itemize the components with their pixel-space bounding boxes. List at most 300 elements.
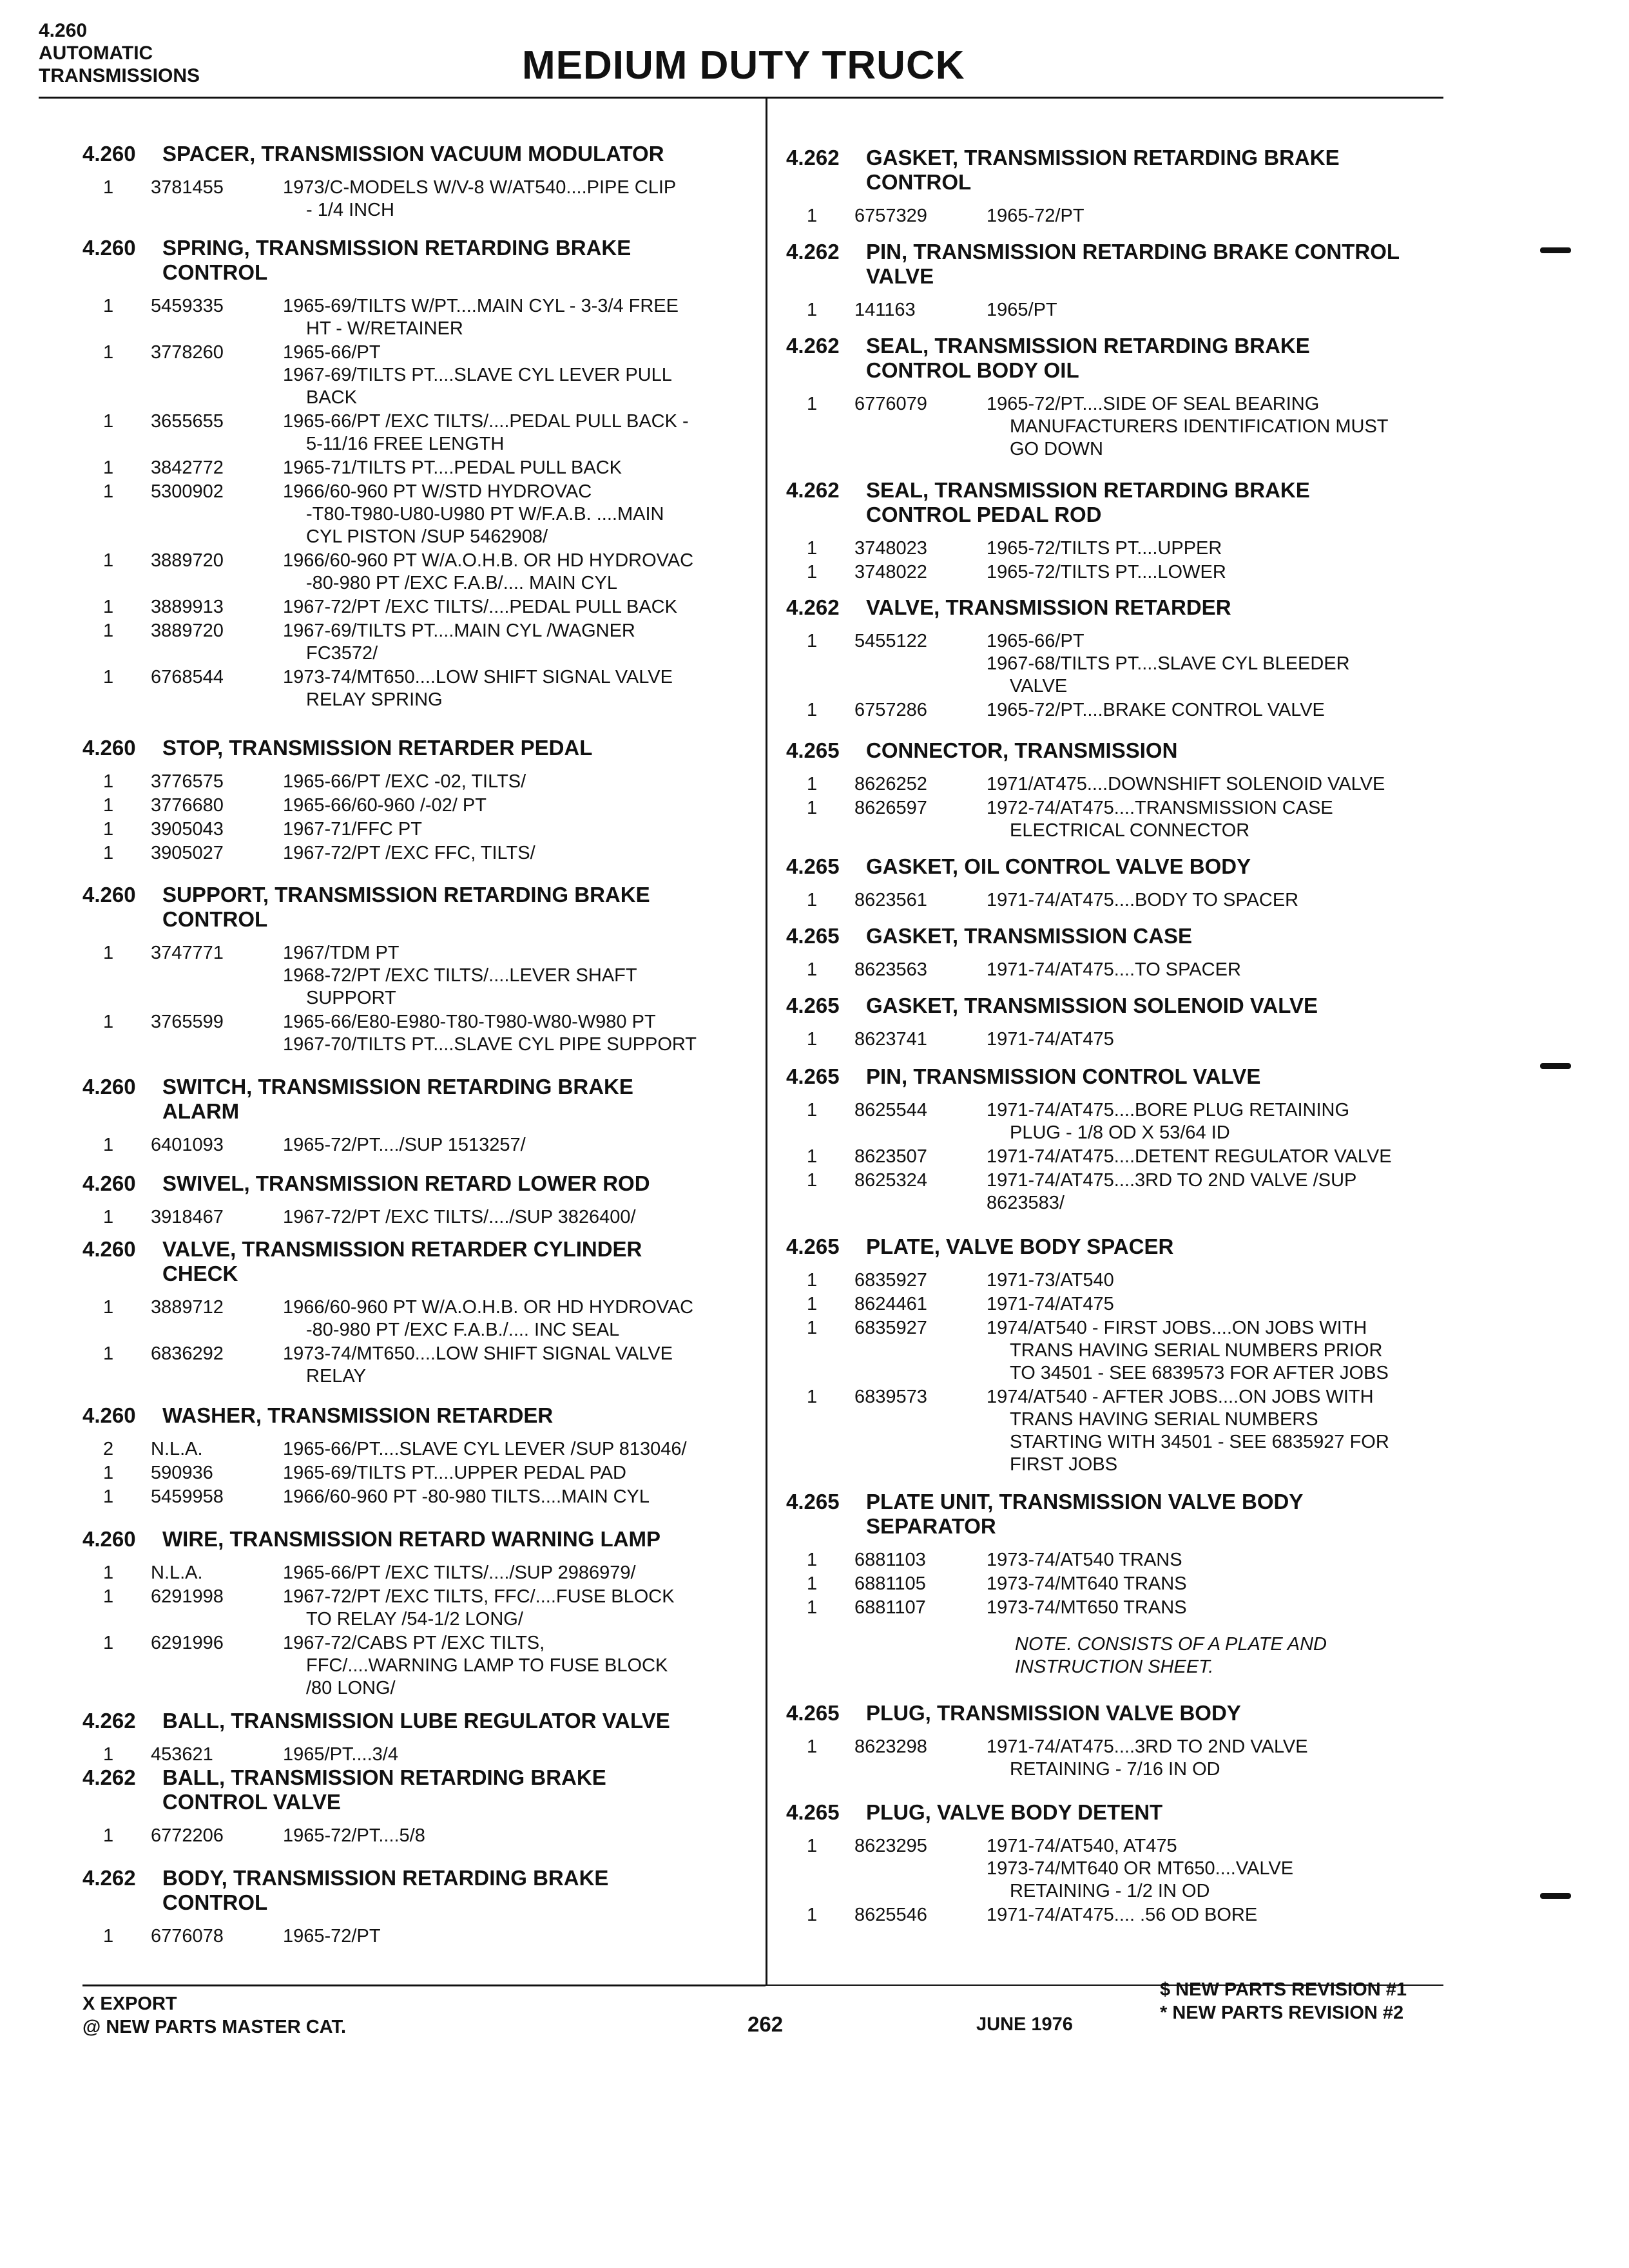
part-description-line: 1965-72/PT....BRAKE CONTROL VALVE [987, 700, 1325, 720]
section-heading [82, 1403, 753, 1428]
part-row [786, 1736, 1456, 1781]
catalog-section [82, 1866, 753, 1948]
section-title [866, 1701, 1456, 1725]
section-heading [82, 236, 753, 285]
part-description [283, 1825, 753, 1847]
part-description-line: FIRST JOBS [1010, 1454, 1118, 1475]
catalog-section [82, 1403, 753, 1508]
part-quantity: 1 [103, 1463, 114, 1483]
part-number: 5459335 [151, 296, 224, 316]
part-description-line: 1965/PT....3/4 [283, 1744, 398, 1765]
part-description-line: TO 34501 - SEE 6839573 FOR AFTER JOBS [1010, 1363, 1389, 1383]
part-description-line: 1967-72/CABS PT /EXC TILTS, [283, 1633, 545, 1653]
section-heading [786, 994, 1456, 1018]
section-heading [82, 1765, 753, 1814]
part-description [987, 205, 1456, 227]
part-description-line: 1974/AT540 - FIRST JOBS....ON JOBS WITH [987, 1318, 1367, 1338]
part-description-line: 1973-74/MT650....LOW SHIFT SIGNAL VALVE [283, 667, 673, 687]
part-row [82, 1462, 753, 1485]
catalog-section [82, 1237, 753, 1388]
section-heading [786, 240, 1456, 289]
section-code: 4.260 [82, 1403, 136, 1427]
part-number: 6839573 [854, 1387, 927, 1407]
part-description-line: 1967-70/TILTS PT....SLAVE CYL PIPE SUPPORT [283, 1034, 697, 1055]
section-heading [786, 1064, 1456, 1089]
part-description-line: 1973/C-MODELS W/V-8 W/AT540....PIPE CLIP [283, 177, 677, 198]
part-description-line: -80-980 PT /EXC F.A.B./.... INC SEAL [306, 1320, 620, 1340]
part-row [82, 1206, 753, 1229]
part-quantity: 1 [103, 843, 114, 863]
catalog-section [786, 1490, 1456, 1678]
catalog-section [82, 1765, 753, 1847]
margin-mark [1540, 247, 1571, 253]
section-title-line: SEAL, TRANSMISSION RETARDING BRAKE [866, 334, 1310, 358]
section-code: 4.262 [786, 478, 840, 502]
section-title-line: SEAL, TRANSMISSION RETARDING BRAKE [866, 478, 1310, 502]
part-row [82, 620, 753, 665]
part-quantity: 1 [103, 1633, 114, 1653]
part-list [786, 205, 1456, 227]
section-title-line: GASKET, TRANSMISSION RETARDING BRAKE [866, 146, 1340, 169]
part-row [82, 942, 753, 1010]
part-quantity: 1 [103, 1825, 114, 1846]
section-title [162, 736, 753, 760]
part-number: 6776078 [151, 1926, 224, 1946]
section-title [866, 240, 1456, 289]
part-description-line: 1972-74/AT475....TRANSMISSION CASE [987, 798, 1333, 818]
part-description-line: 1973-74/MT640 TRANS [987, 1573, 1187, 1594]
section-title-line: CONTROL [866, 170, 972, 194]
section-heading [786, 478, 1456, 527]
section-title-line: VALVE [866, 264, 934, 288]
section-title-line: CONTROL BODY OIL [866, 358, 1079, 382]
section-title [162, 142, 753, 166]
part-description [987, 630, 1456, 698]
part-description [987, 1099, 1456, 1144]
part-description-line: -T80-T980-U80-U980 PT W/F.A.B. ....MAIN [306, 504, 664, 524]
section-title-line: WASHER, TRANSMISSION RETARDER [162, 1403, 554, 1427]
part-list [786, 393, 1456, 461]
part-description [283, 1925, 753, 1948]
catalog-section [82, 1171, 753, 1229]
part-row [786, 537, 1456, 560]
part-description [987, 1146, 1456, 1168]
part-number: 8623507 [854, 1146, 927, 1167]
part-quantity: 1 [103, 1562, 114, 1583]
section-title [162, 1403, 753, 1428]
part-description-line: 1965-72/PT....SIDE OF SEAL BEARING [987, 394, 1320, 414]
part-number: 3889913 [151, 597, 224, 617]
part-description-line: 1971-74/AT475....3RD TO 2ND VALVE [987, 1736, 1308, 1757]
part-list [786, 1736, 1456, 1781]
part-description [283, 177, 753, 222]
part-description-line: 1971-74/AT475.... .56 OD BORE [987, 1905, 1258, 1925]
section-code: 4.262 [82, 1866, 136, 1890]
section-note-line: INSTRUCTION SHEET. [1015, 1657, 1214, 1677]
part-row [786, 959, 1456, 981]
part-number: 6768544 [151, 667, 224, 687]
part-description-line: PLUG - 1/8 OD X 53/64 ID [1010, 1122, 1230, 1143]
part-row [786, 1293, 1456, 1316]
part-description [283, 550, 753, 595]
part-description-line: 1967-69/TILTS PT....SLAVE CYL LEVER PULL [283, 365, 672, 385]
part-quantity: 1 [103, 1012, 114, 1032]
section-title [866, 994, 1456, 1018]
part-row [786, 1597, 1456, 1619]
section-title [162, 1237, 753, 1286]
header-category-line1: AUTOMATIC [39, 43, 153, 64]
part-list [82, 1438, 753, 1508]
part-description-line: 1973-74/AT540 TRANS [987, 1550, 1182, 1570]
section-title-line: CONTROL [162, 907, 268, 931]
part-description-line: 1965-66/PT [987, 631, 1084, 651]
footer-master-legend: @ NEW PARTS MASTER CAT. [82, 2017, 347, 2037]
part-quantity: 1 [807, 1170, 818, 1191]
part-number: 8623298 [854, 1736, 927, 1757]
section-title-line: PLATE UNIT, TRANSMISSION VALVE BODY [866, 1490, 1304, 1514]
section-title [162, 883, 753, 932]
part-quantity: 1 [103, 667, 114, 687]
section-code: 4.262 [786, 146, 840, 169]
part-description [987, 299, 1456, 322]
part-description-line: 8623583/ [987, 1193, 1065, 1213]
section-heading [82, 1075, 753, 1124]
part-number: 3905043 [151, 819, 224, 840]
part-row [786, 797, 1456, 842]
part-description-line: 1965-72/PT [283, 1926, 381, 1946]
part-description-line: 1967-72/PT /EXC TILTS/..../SUP 3826400/ [283, 1207, 636, 1227]
part-list [82, 1744, 753, 1766]
section-code: 4.260 [82, 883, 136, 907]
catalog-section [786, 1701, 1456, 1781]
part-list [786, 959, 1456, 981]
part-row [82, 1011, 753, 1056]
part-number: 3889720 [151, 620, 224, 641]
part-quantity: 1 [103, 1486, 114, 1507]
part-quantity: 1 [807, 890, 818, 910]
section-title-line: SPRING, TRANSMISSION RETARDING BRAKE [162, 236, 631, 260]
part-number: 6291996 [151, 1633, 224, 1653]
part-quantity: 1 [807, 1836, 818, 1856]
part-row [786, 1549, 1456, 1571]
section-heading [786, 334, 1456, 383]
part-description-line: 1971/AT475....DOWNSHIFT SOLENOID VALVE [987, 774, 1385, 794]
section-heading [82, 1709, 753, 1733]
part-row [786, 299, 1456, 322]
section-heading [786, 1235, 1456, 1259]
part-description-line: 5-11/16 FREE LENGTH [306, 434, 505, 454]
part-description-line: 1973-74/MT650....LOW SHIFT SIGNAL VALVE [283, 1343, 673, 1364]
part-row [82, 481, 753, 548]
part-description-line: 1967-72/PT /EXC FFC, TILTS/ [283, 843, 535, 863]
part-description-line: - 1/4 INCH [306, 200, 394, 220]
part-row [786, 773, 1456, 796]
part-description-line: 1965-72/TILTS PT....UPPER [987, 538, 1222, 559]
part-number: 5455122 [854, 631, 927, 651]
section-heading [786, 146, 1456, 195]
section-title-line: VALVE, TRANSMISSION RETARDER CYLINDER [162, 1237, 642, 1261]
part-description-line: 1965/PT [987, 300, 1057, 320]
part-quantity: 1 [807, 700, 818, 720]
section-heading [786, 924, 1456, 948]
section-title [866, 595, 1456, 620]
header-divider [39, 97, 1443, 99]
part-number: 3655655 [151, 411, 224, 432]
part-quantity: 1 [807, 631, 818, 651]
section-code: 4.265 [786, 1235, 840, 1258]
section-title-line: BODY, TRANSMISSION RETARDING BRAKE [162, 1866, 609, 1890]
section-code: 4.265 [786, 738, 840, 762]
part-description-line: RELAY [306, 1366, 366, 1387]
part-number: 6836292 [151, 1343, 224, 1364]
part-list [82, 177, 753, 222]
section-code: 4.260 [82, 736, 136, 760]
part-description-line: 1971-74/AT475....BORE PLUG RETAINING [987, 1100, 1350, 1120]
section-title [162, 1709, 753, 1733]
part-description-line: 1965-72/TILTS PT....LOWER [987, 562, 1226, 582]
section-title-line: STOP, TRANSMISSION RETARDER PEDAL [162, 736, 593, 760]
catalog-section [786, 924, 1456, 981]
part-row [82, 295, 753, 340]
part-quantity: 1 [103, 1135, 114, 1155]
part-list [786, 1099, 1456, 1215]
catalog-section [82, 736, 753, 865]
part-row [786, 561, 1456, 584]
part-number: 8626252 [854, 774, 927, 794]
part-list [786, 1269, 1456, 1476]
part-description [283, 620, 753, 665]
part-number: 3776680 [151, 795, 224, 816]
part-list [82, 295, 753, 711]
section-title [866, 146, 1456, 195]
part-number: 5300902 [151, 481, 224, 502]
section-title [866, 924, 1456, 948]
part-list [786, 299, 1456, 322]
part-row [786, 205, 1456, 227]
part-quantity: 1 [807, 774, 818, 794]
part-description [283, 666, 753, 711]
section-title-line: BALL, TRANSMISSION RETARDING BRAKE [162, 1765, 606, 1789]
part-number: 453621 [151, 1744, 213, 1765]
section-code: 4.265 [786, 1490, 840, 1514]
part-number: 8625546 [854, 1905, 927, 1925]
catalog-section [82, 1075, 753, 1157]
catalog-section [82, 1527, 753, 1700]
part-quantity: 1 [807, 562, 818, 582]
part-row [786, 1146, 1456, 1168]
part-row [82, 1586, 753, 1631]
part-description-line: SUPPORT [306, 988, 396, 1008]
part-row [82, 1925, 753, 1948]
part-number: 3918467 [151, 1207, 224, 1227]
part-description-line: 1967-68/TILTS PT....SLAVE CYL BLEEDER [987, 653, 1350, 674]
catalog-section [786, 240, 1456, 322]
part-number: 8623295 [854, 1836, 927, 1856]
part-description [987, 1736, 1456, 1781]
part-description [987, 1573, 1456, 1595]
part-description-line: 1971-74/AT540, AT475 [987, 1836, 1177, 1856]
section-heading [786, 1701, 1456, 1725]
part-number: 590936 [151, 1463, 213, 1483]
part-description-line: -80-980 PT /EXC F.A.B/.... MAIN CYL [306, 573, 617, 593]
part-description-line: 1965-66/PT /EXC TILTS/..../SUP 2986979/ [283, 1562, 636, 1583]
part-number: 141163 [854, 300, 916, 320]
part-description [283, 341, 753, 409]
part-row [786, 1386, 1456, 1476]
part-description-line: 1966/60-960 PT -80-980 TILTS....MAIN CYL [283, 1486, 650, 1507]
part-number: 8623561 [854, 890, 927, 910]
part-list [786, 773, 1456, 842]
part-description [283, 1486, 753, 1508]
part-description [987, 1269, 1456, 1292]
part-description [283, 1134, 753, 1157]
section-title [866, 1235, 1456, 1259]
part-description-line: TRANS HAVING SERIAL NUMBERS [1010, 1409, 1318, 1430]
section-code: 4.262 [82, 1765, 136, 1789]
part-list [786, 1549, 1456, 1619]
part-quantity: 1 [103, 771, 114, 792]
part-quantity: 1 [103, 1297, 114, 1318]
section-heading [82, 142, 753, 166]
part-description [987, 797, 1456, 842]
part-description [987, 1904, 1456, 1927]
part-description [987, 1293, 1456, 1316]
header-section-number: 4.260 [39, 20, 88, 41]
part-list [786, 889, 1456, 912]
part-quantity: 1 [807, 1387, 818, 1407]
part-number: 3889712 [151, 1297, 224, 1318]
part-description [283, 1343, 753, 1388]
part-quantity: 1 [103, 620, 114, 641]
part-quantity: 1 [807, 798, 818, 818]
part-description [283, 1562, 753, 1584]
part-list [82, 942, 753, 1056]
part-quantity: 1 [103, 550, 114, 571]
part-quantity: 1 [807, 1550, 818, 1570]
section-code: 4.262 [786, 595, 840, 619]
section-title-line: CONTROL [162, 1890, 268, 1914]
part-list [786, 1835, 1456, 1927]
part-description [283, 410, 753, 456]
part-description-line: 1965-72/PT [987, 206, 1084, 226]
part-quantity: 1 [807, 1270, 818, 1291]
catalog-section [786, 146, 1456, 227]
footer-divider-left [82, 1984, 766, 1986]
part-description-line: 1971-74/AT475....BODY TO SPACER [987, 890, 1299, 910]
section-title [162, 1527, 753, 1552]
part-number: 5459958 [151, 1486, 224, 1507]
part-description [987, 1549, 1456, 1571]
part-description [987, 773, 1456, 796]
part-row [786, 1904, 1456, 1927]
catalog-section [82, 1709, 753, 1766]
part-row [82, 794, 753, 817]
section-code: 4.265 [786, 1701, 840, 1725]
footer-revision-1: $ NEW PARTS REVISION #1 [1160, 1979, 1407, 2000]
section-heading [82, 1866, 753, 1915]
part-number: 6757286 [854, 700, 927, 720]
part-quantity: 1 [103, 1586, 114, 1607]
part-quantity: 1 [103, 943, 114, 963]
section-code: 4.262 [82, 1709, 136, 1733]
section-code: 4.265 [786, 854, 840, 878]
section-title [866, 1800, 1456, 1825]
section-title-line: GASKET, OIL CONTROL VALVE BODY [866, 854, 1251, 878]
part-description-line: 1965-66/PT /EXC -02, TILTS/ [283, 771, 526, 792]
part-number: 3781455 [151, 177, 224, 198]
part-description-line: 1971-73/AT540 [987, 1270, 1114, 1291]
part-number: 6757329 [854, 206, 927, 226]
part-quantity: 1 [103, 597, 114, 617]
column-divider [766, 97, 767, 1984]
part-row [786, 393, 1456, 461]
part-list [786, 1028, 1456, 1051]
section-title-line: ALARM [162, 1099, 240, 1123]
part-row [82, 1744, 753, 1766]
part-description-line: GO DOWN [1010, 439, 1103, 459]
section-code: 4.260 [82, 1527, 136, 1551]
part-description-line: 1967/TDM PT [283, 943, 400, 963]
catalog-section [786, 334, 1456, 461]
part-description-line: 1967-72/PT /EXC TILTS, FFC/....FUSE BLOCK [283, 1586, 675, 1607]
section-code: 4.265 [786, 1800, 840, 1824]
part-quantity: 1 [103, 177, 114, 198]
section-title [162, 1075, 753, 1124]
header-category-line2: TRANSMISSIONS [39, 65, 200, 86]
part-number: N.L.A. [151, 1439, 203, 1459]
part-description [283, 481, 753, 548]
section-code: 4.260 [82, 1075, 136, 1099]
part-row [786, 1028, 1456, 1051]
part-quantity: 1 [807, 1100, 818, 1120]
part-row [786, 889, 1456, 912]
part-description-line: 1967-71/FFC PT [283, 819, 422, 840]
section-title-line: BALL, TRANSMISSION LUBE REGULATOR VALVE [162, 1709, 670, 1733]
catalog-section [786, 854, 1456, 912]
part-description [283, 1206, 753, 1229]
part-description-line: 1971-74/AT475....TO SPACER [987, 959, 1241, 980]
section-title-line: CONNECTOR, TRANSMISSION [866, 738, 1178, 762]
section-title-line: SUPPORT, TRANSMISSION RETARDING BRAKE [162, 883, 650, 907]
part-number: 8623563 [854, 959, 927, 980]
part-quantity: 1 [103, 342, 114, 363]
part-number: 3842772 [151, 457, 224, 478]
section-title-line: PLUG, TRANSMISSION VALVE BODY [866, 1701, 1241, 1725]
part-description [283, 1744, 753, 1766]
part-quantity: 1 [103, 1343, 114, 1364]
part-row [786, 1099, 1456, 1144]
part-row [786, 1835, 1456, 1903]
part-quantity: 1 [807, 1597, 818, 1618]
part-list [82, 771, 753, 865]
part-row [82, 550, 753, 595]
margin-mark [1540, 1893, 1571, 1899]
part-number: 6772206 [151, 1825, 224, 1846]
section-title-line: PLATE, VALVE BODY SPACER [866, 1235, 1174, 1258]
part-description [987, 1169, 1456, 1215]
section-title [162, 1765, 753, 1814]
part-number: 3748023 [854, 538, 927, 559]
section-title-line: SWIVEL, TRANSMISSION RETARD LOWER ROD [162, 1171, 650, 1195]
part-row [786, 1169, 1456, 1215]
section-title-line: PLUG, VALVE BODY DETENT [866, 1800, 1163, 1824]
part-description-line: 1967-69/TILTS PT....MAIN CYL /WAGNER [283, 620, 635, 641]
part-number: 6835927 [854, 1270, 927, 1291]
part-list [82, 1825, 753, 1847]
catalog-section [82, 142, 753, 222]
part-quantity: 1 [807, 1736, 818, 1757]
part-quantity: 1 [103, 795, 114, 816]
